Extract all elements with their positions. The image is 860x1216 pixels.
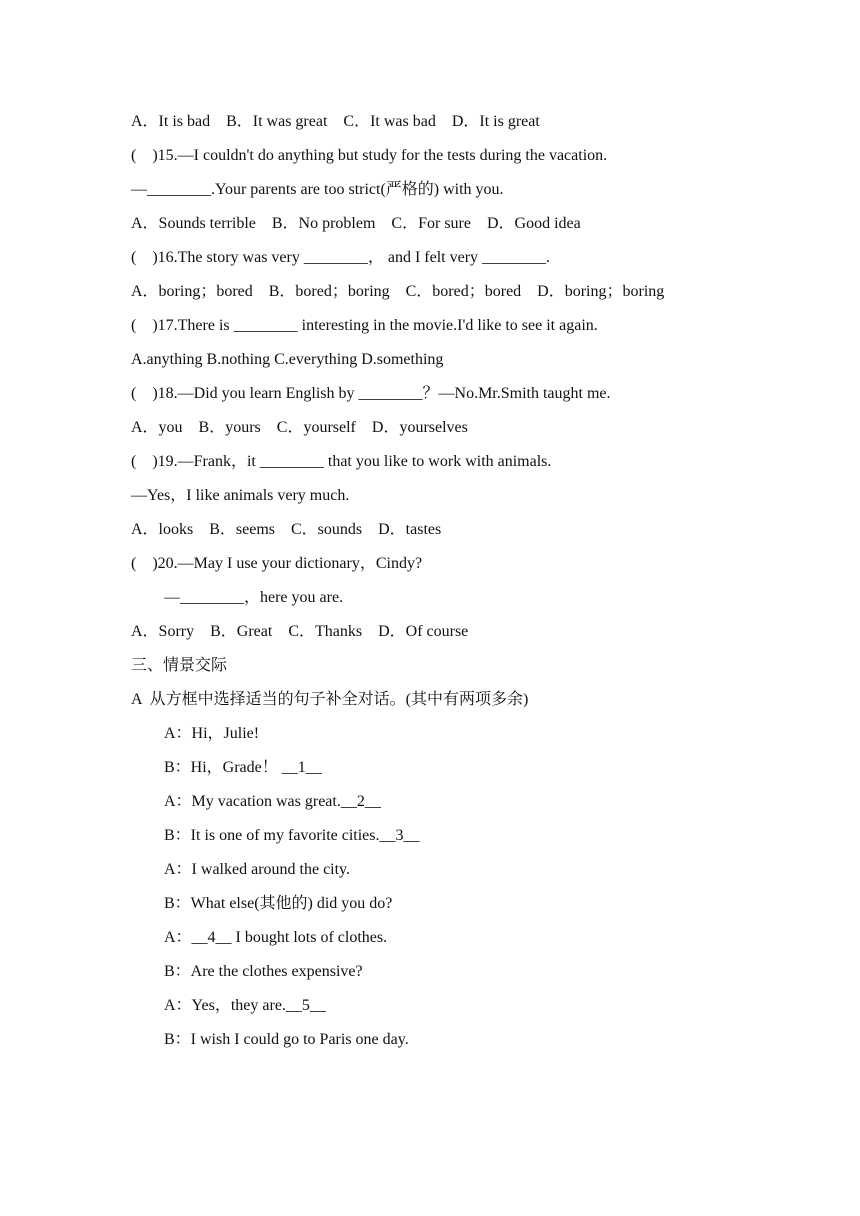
dialogue-line: B：Are the clothes expensive? bbox=[164, 963, 363, 980]
q16-options: A．boring；bored B．bored；boring C．bored；bored D．boring；boring bbox=[131, 283, 665, 300]
dialogue-line: B：It is one of my favorite cities.__3__ bbox=[164, 827, 420, 844]
q20-options: A．Sorry B．Great C．Thanks D．Of course bbox=[131, 623, 469, 640]
q20-response: —________，here you are. bbox=[164, 589, 344, 606]
dialogue-line: B：What else(其他的) did you do? bbox=[164, 895, 393, 912]
section-instruction: A 从方框中选择适当的句子补全对话。(其中有两项多余) bbox=[131, 691, 529, 708]
dialogue-line: A：Hi，Julie! bbox=[164, 725, 260, 742]
q19-response: —Yes，I like animals very much. bbox=[131, 487, 350, 504]
q14-options: A．It is bad B．It was great C．It was bad D．It is great bbox=[131, 113, 540, 130]
q17-question: ( )17.There is ________ interesting in the movie.I'd like to see it again. bbox=[131, 317, 598, 334]
q20-question: ( )20.—May I use your dictionary，Cindy? bbox=[131, 555, 423, 572]
q19-question: ( )19.—Frank，it ________ that you like to work with animals. bbox=[131, 453, 552, 470]
dialogue-line: A：My vacation was great.__2__ bbox=[164, 793, 381, 810]
dialogue-line: B：Hi，Grade！ __1__ bbox=[164, 759, 322, 776]
q15-options: A．Sounds terrible B．No problem C．For sure D．Good idea bbox=[131, 215, 581, 232]
q18-question: ( )18.—Did you learn English by ________？—No.Mr.Smith taught me. bbox=[131, 385, 611, 402]
dialogue-line: B：I wish I could go to Paris one day. bbox=[164, 1031, 409, 1048]
dialogue-line: A：__4__ I bought lots of clothes. bbox=[164, 929, 388, 946]
q19-options: A．looks B．seems C．sounds D．tastes bbox=[131, 521, 442, 538]
dialogue-line: A：I walked around the city. bbox=[164, 861, 351, 878]
q15-question: ( )15.—I couldn't do anything but study for the tests during the vacation. bbox=[131, 147, 608, 164]
section-heading: 三、情景交际 bbox=[131, 657, 228, 674]
q18-options: A．you B．yours C．yourself D．yourselves bbox=[131, 419, 468, 436]
dialogue-line: A：Yes，they are.__5__ bbox=[164, 997, 326, 1014]
q15-response: —________.Your parents are too strict(严格的) with you. bbox=[131, 181, 504, 198]
q17-options: A.anything B.nothing C.everything D.something bbox=[131, 351, 444, 368]
q16-question: ( )16.The story was very ________， and I felt very ________. bbox=[131, 249, 551, 266]
